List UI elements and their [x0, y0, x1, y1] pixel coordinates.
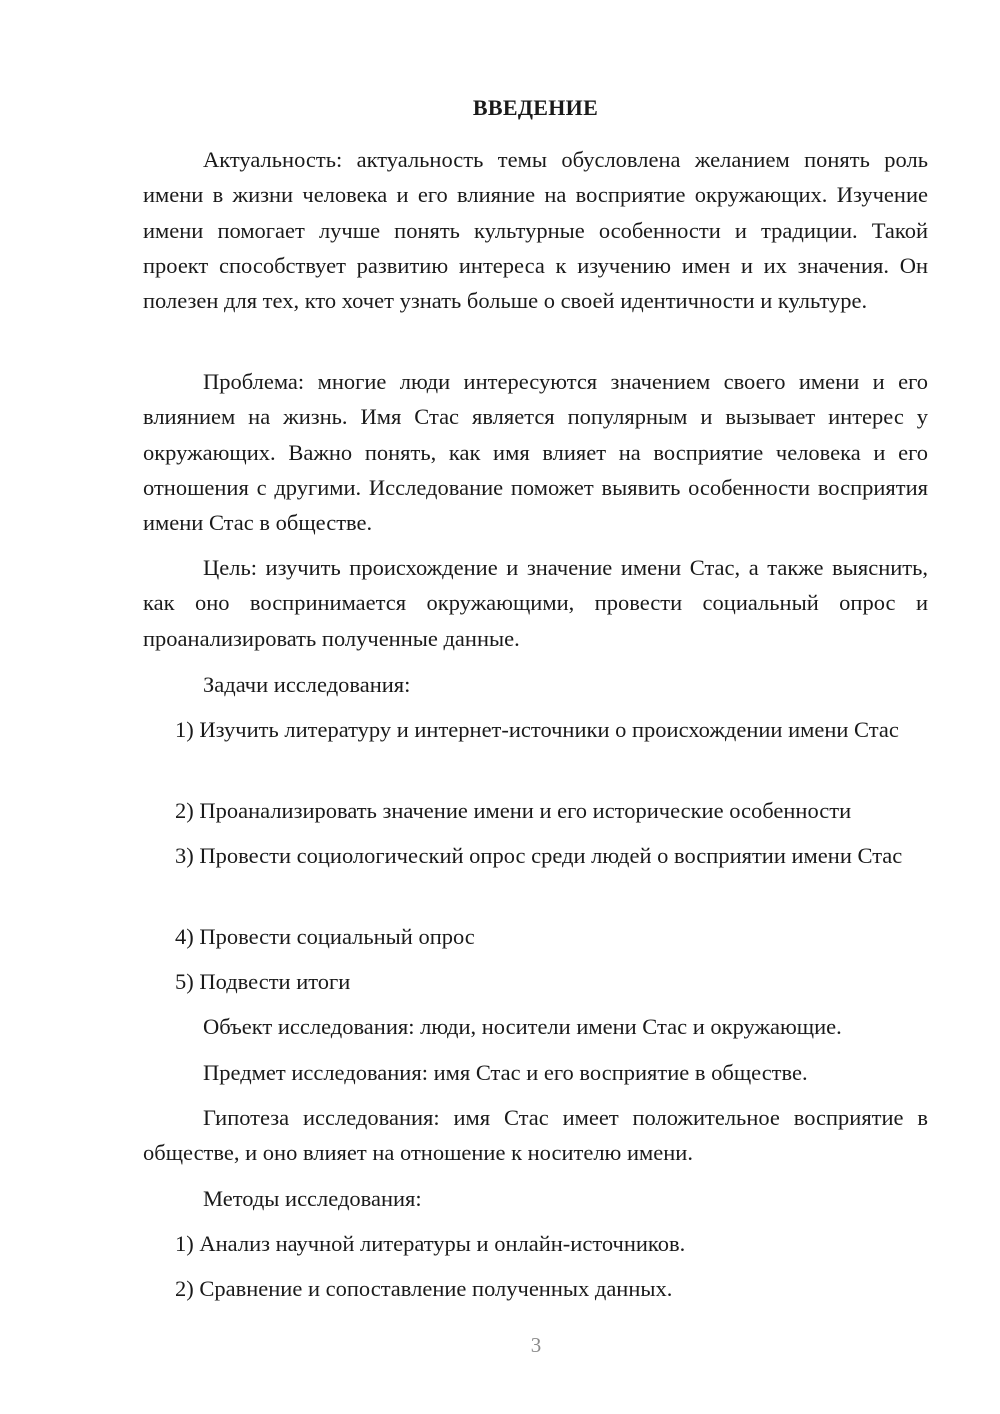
task-item-2: 2) Проанализировать значение имени и его исторические особенности [175, 798, 852, 823]
methods-heading: Методы исследования: [203, 1186, 422, 1211]
method-item-1: 1) Анализ научной литературы и онлайн-источников. [175, 1231, 686, 1256]
task-item-5: 5) Подвести итоги [175, 969, 351, 994]
task-item-4: 4) Провести социальный опрос [175, 924, 475, 949]
object-paragraph: Объект исследования: люди, носители имени Стас и окружающие. [203, 1014, 842, 1039]
relevance-paragraph: Актуальность: актуальность темы обусловлена желанием понять роль имени в жизни человека и его влияние на восприятие окружающих. Изучение имени помогает лучше понять культурные особенности и традиции. Такой проект способствует развитию интереса к изучению имен и их значения. Он полезен для тех, кто хочет узнать больше о своей идентичности и культуре. [143, 147, 928, 314]
goal-paragraph: Цель: изучить происхождение и значение имени Стас, а также выяснить, как оно воспринимается окружающими, провести социальный опрос и проанализировать полученные данные. [143, 555, 928, 651]
task-item-1: 1) Изучить литературу и интернет-источники о происхождении имени Стас [175, 717, 899, 742]
page-title: ВВЕДЕНИЕ [472, 95, 599, 120]
method-item-2: 2) Сравнение и сопоставление полученных данных. [175, 1276, 673, 1301]
hypothesis-paragraph: Гипотеза исследования: имя Стас имеет положительное восприятие в обществе, и оно влияет на отношение к носителю имени. [143, 1105, 928, 1166]
task-item-3: 3) Провести социологический опрос среди людей о восприятии имени Стас [175, 843, 903, 868]
subject-paragraph: Предмет исследования: имя Стас и его восприятие в обществе. [203, 1060, 808, 1085]
page-number: 3 [530, 1333, 542, 1357]
tasks-heading: Задачи исследования: [203, 672, 411, 697]
problem-paragraph: Проблема: многие люди интересуются значением своего имени и его влиянием на жизнь. Имя Стас является популярным и вызывает интерес у окружающих. Важно понять, как имя влияет на восприятие человека и его отношения с другими. Исследование поможет выявить особенности восприятия имени Стас в обществе. [143, 369, 928, 536]
